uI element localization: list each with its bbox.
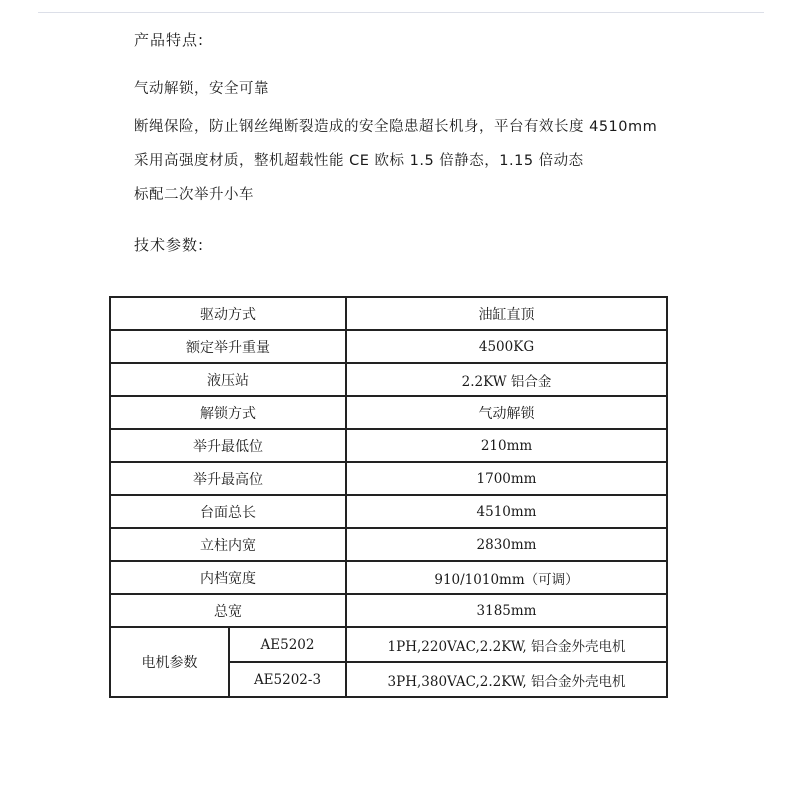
feature-item: 标配二次举升小车 — [134, 187, 254, 203]
table-row — [110, 462, 667, 495]
feature-item: 采用高强度材质，整机超载性能 CE 欧标 1.5 倍静态，1.15 倍动态 — [134, 153, 584, 169]
spec-label: 液压站 — [110, 363, 346, 396]
motor-label: 电机参数 — [110, 627, 229, 697]
spec-value: 2830mm — [346, 528, 667, 561]
table-row — [110, 363, 667, 396]
spec-value: 油缸直顶 — [346, 297, 667, 330]
feature-item: 断绳保险，防止钢丝绳断裂造成的安全隐患超长机身，平台有效长度 4510mm — [134, 119, 658, 135]
spec-label: 立柱内宽 — [110, 528, 346, 561]
table-row — [110, 297, 667, 330]
spec-table — [109, 296, 668, 698]
motor-spec: 1PH,220VAC,2.2KW, 铝合金外壳电机 — [346, 627, 667, 662]
spec-value: 910/1010mm（可调） — [346, 561, 667, 594]
spec-value: 3185mm — [346, 594, 667, 627]
features-heading: 产品特点: — [134, 31, 205, 49]
spec-label: 举升最低位 — [110, 429, 346, 462]
spec-label: 解锁方式 — [110, 396, 346, 429]
table-row — [110, 396, 667, 429]
spec-value: 4500KG — [346, 330, 667, 363]
spec-label: 内档宽度 — [110, 561, 346, 594]
table-row — [110, 495, 667, 528]
table-row — [110, 528, 667, 561]
spec-value: 210mm — [346, 429, 667, 462]
table-row — [110, 594, 667, 627]
table-row — [110, 429, 667, 462]
top-divider — [38, 12, 764, 13]
table-row — [110, 561, 667, 594]
spec-value: 1700mm — [346, 462, 667, 495]
spec-label: 台面总长 — [110, 495, 346, 528]
motor-model: AE5202-3 — [229, 662, 346, 697]
spec-value: 4510mm — [346, 495, 667, 528]
spec-label: 总宽 — [110, 594, 346, 627]
spec-label: 额定举升重量 — [110, 330, 346, 363]
motor-spec: 3PH,380VAC,2.2KW, 铝合金外壳电机 — [346, 662, 667, 697]
spec-value: 2.2KW 铝合金 — [346, 363, 667, 396]
feature-item: 气动解锁，安全可靠 — [134, 81, 269, 97]
spec-value: 气动解锁 — [346, 396, 667, 429]
table-row — [110, 330, 667, 363]
specs-heading: 技术参数: — [134, 236, 205, 254]
spec-label: 举升最高位 — [110, 462, 346, 495]
table-row — [110, 627, 667, 662]
spec-label: 驱动方式 — [110, 297, 346, 330]
motor-model: AE5202 — [229, 627, 346, 662]
